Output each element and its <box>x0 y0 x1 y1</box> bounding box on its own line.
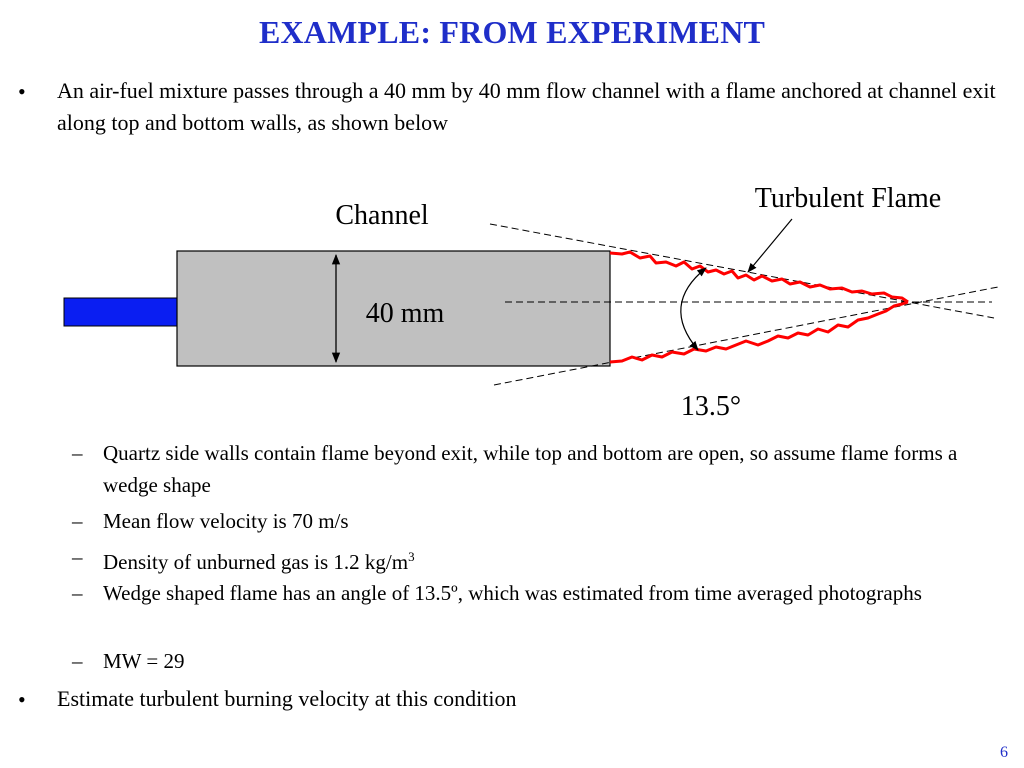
angle-label: 13.5° <box>680 391 742 422</box>
bullet-marker: • <box>18 79 26 104</box>
density-text: Density of unburned gas is 1.2 kg/m <box>103 550 409 574</box>
slide-title: EXAMPLE: FROM EXPERIMENT <box>258 14 766 50</box>
channel-label: Channel <box>335 200 429 231</box>
sub-bullet-mw: MW = 29 <box>103 649 185 673</box>
sub-bullet-density <box>103 541 1008 578</box>
bullet-marker: • <box>18 687 26 712</box>
density-exponent: 3 <box>408 549 415 564</box>
dash-marker: – <box>72 441 83 465</box>
flame-front-lower <box>610 302 908 362</box>
sub-bullet-velocity: Mean flow velocity is 70 m/s <box>103 509 349 533</box>
dash-marker: – <box>72 545 83 569</box>
dash-marker: – <box>72 649 83 673</box>
bullet-estimate: Estimate turbulent burning velocity at this condition <box>57 686 517 711</box>
angle-arc <box>681 268 706 350</box>
width-label: 40 mm <box>365 298 445 329</box>
sub-bullet-quartz: Quartz side walls contain flame beyond exit, while top and bottom are open, so assume flame forms a wedge shape <box>103 441 958 497</box>
page-number: 6 <box>1000 744 1008 761</box>
sub-bullet-angle: Wedge shaped flame has an angle of 13.5º, which was estimated from time averaged photographs <box>103 581 922 605</box>
bullet-intro: An air-fuel mixture passes through a 40 mm by 40 mm flow channel with a flame anchored at channel exit along top and bottom walls, as shown below <box>57 78 996 135</box>
flame-label: Turbulent Flame <box>754 183 942 214</box>
dash-marker: – <box>72 581 83 605</box>
flame-leader-arrow <box>748 219 792 272</box>
dash-marker: – <box>72 509 83 533</box>
